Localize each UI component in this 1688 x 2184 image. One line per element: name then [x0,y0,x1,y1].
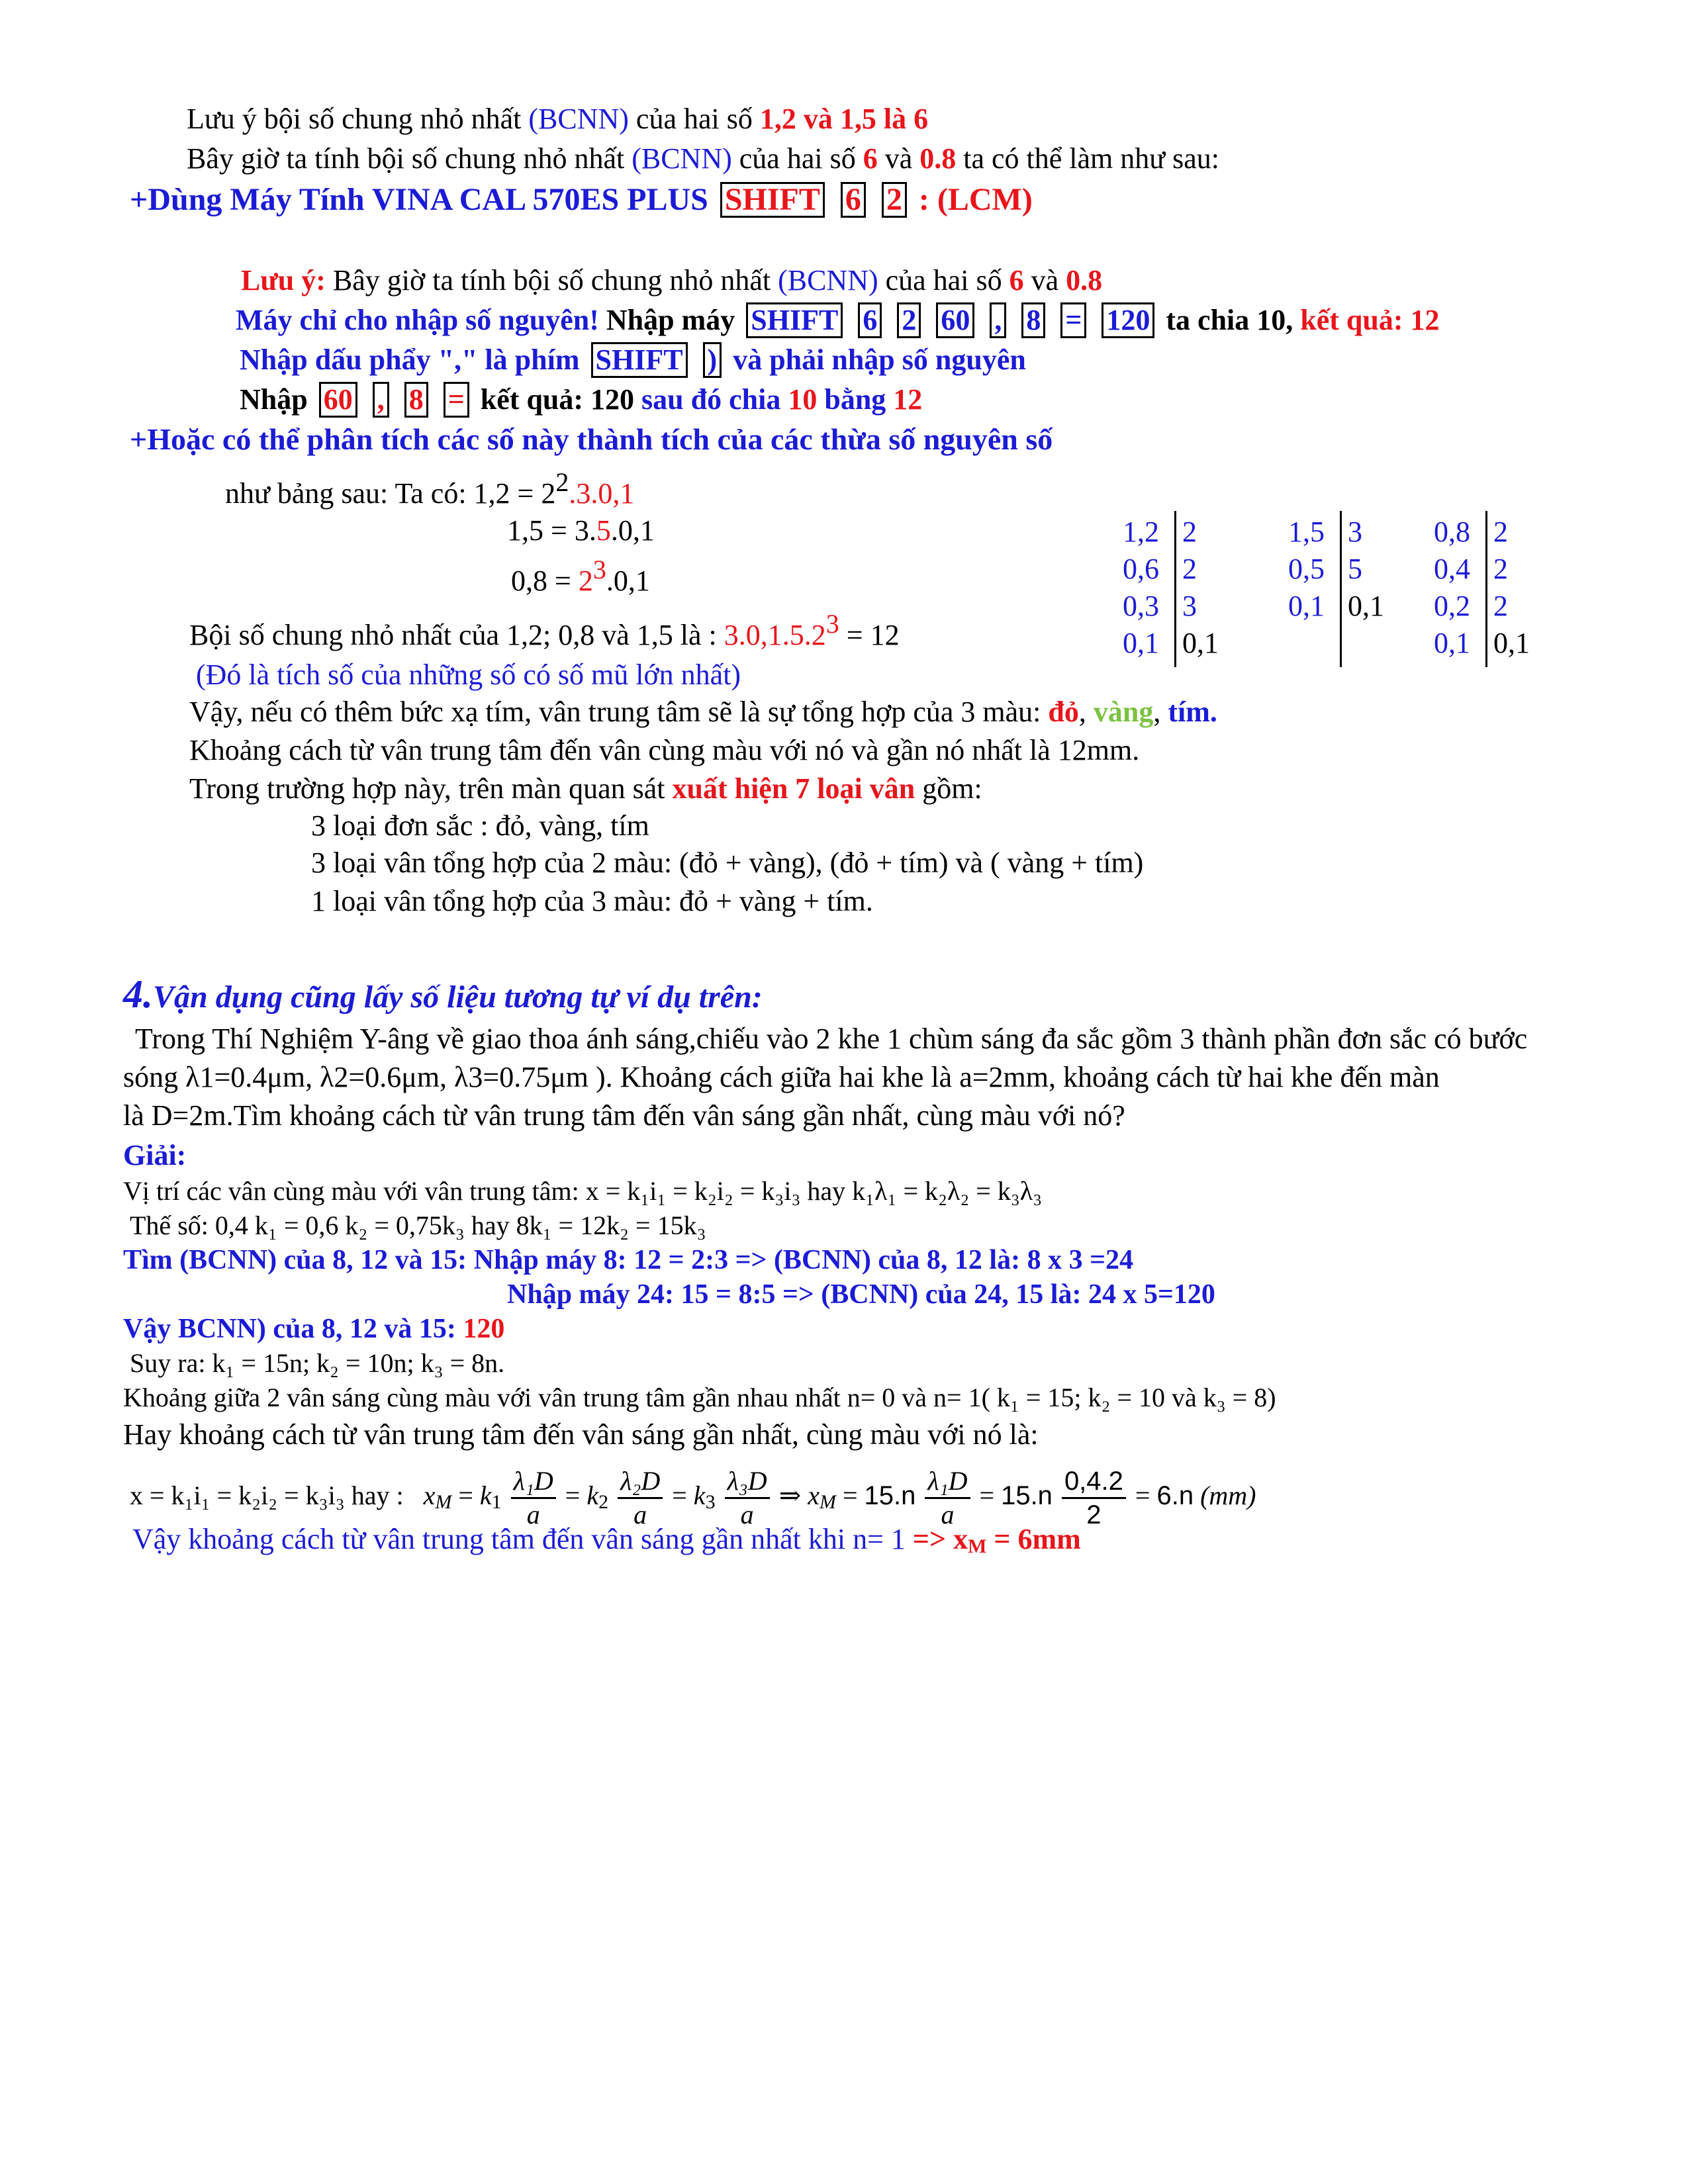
text: = [458,1480,473,1510]
solution-label: Giải: [123,1139,187,1171]
text: Lưu ý bội số chung nhỏ nhất [187,103,522,135]
text: ta có thể làm như sau: [963,142,1219,175]
text: 120 [463,1314,505,1344]
text: 2 [578,565,593,597]
text: x [808,1480,820,1510]
text: (BCNN) [632,142,732,175]
key-shift: SHIFT [720,182,825,218]
text: vàng [1093,696,1154,728]
key-6: 6 [841,182,866,218]
text: = [565,1480,581,1510]
lcm-line [189,609,900,655]
key-60: 60 [319,382,357,418]
note-line-6 [240,341,1026,379]
subscript: M [819,1491,836,1513]
solution-line-6: Suy ra: k₁ = 15n; k₂ = 10n; k₃ = 8n. [130,1348,505,1378]
table-right-col [1182,514,1219,662]
text: 6.n [1156,1481,1194,1510]
text: gồm: [922,772,982,805]
section-title: Vận dụng cũng lấy số liệu tương tự ví dụ trên: [153,979,763,1015]
lcm-note: (Đó là tích số của những số có số mũ lớn nhất) [196,659,741,691]
text: 1,5 = 3. [507,514,596,547]
key-equals: = [1060,302,1086,338]
key-shift: SHIFT [746,302,843,338]
text: : (LCM) [918,182,1033,217]
factor-line-1 [225,467,635,513]
cell: 0,1 [1348,590,1384,622]
denominator: a [740,1500,754,1530]
section-4-heading [123,972,763,1016]
text: 3.0,1.5.2 [724,619,826,651]
note-line-5 [236,302,1440,339]
cell: 1,5 [1288,516,1325,548]
summary-line-1: Vậy, nếu có thêm bức xạ tím, vân trung tâm sẽ là sự tổng hợp của 3 màu: đỏ, vàng, tím. [189,696,1217,728]
text: 15.n [1001,1481,1053,1510]
solution-line-8: Hay khoảng cách từ vân trung tâm đến vân sáng gần nhất, cùng màu với nó là: [123,1418,1039,1451]
text: như bảng sau: Ta có: 1,2 = 2 [225,477,556,510]
text: = 12 [846,619,900,651]
key-8: 8 [404,382,428,418]
note-line-8: +Hoặc có thể phân tích các số này thành tích của các thừa số nguyên số [130,422,1053,456]
key-2: 2 [882,182,907,218]
cell: 0,6 [1123,553,1159,585]
text: x = k₁i₁ = k₂i₂ = k₃i₃ hay : [130,1480,404,1510]
note-line-1 [187,101,928,138]
key-equals: = [444,382,469,418]
text: và phải nhập số nguyên [733,343,1026,376]
text: xuất hiện 7 loại vân [672,772,915,805]
text: 12 [893,383,923,416]
text: 15.n [864,1481,916,1510]
table-left-col [1434,514,1470,662]
text: và [1031,264,1059,296]
calculator-line [130,181,1033,218]
cell: 5 [1348,553,1362,585]
summary-line-5: 3 loại vân tổng hợp của 2 màu: (đỏ + vàng), (đỏ + tím) và ( vàng + tím) [311,846,1144,879]
cell: 2 [1182,516,1197,548]
cell: 0,1 [1493,627,1530,659]
key-2: 2 [897,302,921,338]
text: = [979,1480,995,1510]
solution-line-4: Nhập máy 24: 15 = 8:5 => (BCNN) của 24, 15 là: 24 x 5=120 [507,1279,1215,1310]
cell: 3 [1348,516,1362,548]
text: .0,1 [610,514,655,547]
text: (BCNN) [528,103,629,135]
key-comma: , [990,302,1006,338]
cell: 0,1 [1182,627,1219,659]
text: Trong trường hợp này, trên màn quan sát [189,772,665,805]
key-shift: SHIFT [591,342,688,378]
text: Vậy khoảng cách từ vân trung tâm đến vân sáng gần nhất khi n= 1 [132,1523,906,1555]
exponent: 3 [592,555,606,584]
problem-line-1: Trong Thí Nghiệm Y-âng về giao thoa ánh sáng,chiếu vào 2 khe 1 chùm sáng đa sắc gồm 3 thành phần đơn sắc có bước [135,1023,1528,1055]
cell: 2 [1493,553,1508,585]
subscript: M [968,1535,987,1557]
table-right-col [1493,514,1530,662]
solution-line-1: Vị trí các vân cùng màu với vân trung tâm: x = k₁i₁ = k₂i₂ = k₃i₃ hay k₁λ₁ = k₂λ₂ = k₃λ₃ [123,1176,1043,1206]
cell: 0,4 [1434,553,1470,585]
exponent: 3 [825,609,839,639]
table-left-col [1123,514,1159,662]
numerator: 0,4.2 [1062,1465,1126,1499]
text: Nhập [240,383,308,416]
cell: 0,2 [1434,590,1470,622]
text: ta chia 10, [1166,304,1293,336]
text: (mm) [1200,1480,1256,1510]
text: 5 [596,514,611,547]
text: k [479,1480,492,1510]
conclusion-line [132,1521,1081,1561]
summary-line-3 [189,770,982,807]
text: = [672,1480,687,1510]
cell: 0,5 [1288,553,1325,585]
numerator: λ₁D [925,1465,970,1499]
text: Lưu ý: [241,264,326,296]
key-60: 60 [936,302,974,338]
text: 1,2 và 1,5 là 6 [759,103,929,135]
note-line-2 [187,140,1219,177]
factor-line-3 [511,555,650,600]
text: .3.0,1 [569,477,635,510]
text: .0,1 [606,565,650,597]
text: Nhập dấu phẩy "," là phím [240,343,580,376]
text: 10 [788,383,818,416]
cell: 0,3 [1123,590,1159,622]
text: Vậy, nếu có thêm bức xạ tím, vân trung tâm sẽ là sự tổng hợp của 3 màu: [189,696,1041,728]
table-divider [1174,511,1176,667]
text: bằng [824,383,886,416]
text: => x [912,1523,968,1555]
factor-line-2 [507,512,655,549]
cell: 0,1 [1123,627,1159,659]
text: +Dùng Máy Tính VINA CAL 570ES PLUS [130,182,708,217]
table-divider [1485,511,1487,667]
note-line-4 [241,262,1102,299]
cell: 1,2 [1123,516,1159,548]
numerator: λ₃D [725,1465,770,1499]
text: Bây giờ ta tính bội số chung nhỏ nhất [332,264,771,296]
denominator: a [526,1500,540,1530]
exponent: 2 [555,467,569,497]
formula-line: x = k₁i₁ = k₂i₂ = k₃i₃ hay : xM = k1 $\frac{\text{λ₁D}}{a}$ = k2 $\frac{\text{λ₂D}}{a}$ = k3 $\frac{\text{λ₃D}}{a}$ ⇒ xM = 15.n $\frac{\text{λ₁D}}{a}$ = 15.n $\frac{0,4.2}{2}$ = 6.n (mm) [130,1466,1256,1530]
text: đỏ [1048,696,1079,728]
text: Máy chỉ cho nhập số nguyên! [236,304,599,336]
text: Bội số chung nhỏ nhất của 1,2; 0,8 và 1,5 là : [189,619,717,651]
text: 0.8 [1066,264,1103,296]
summary-line-4: 3 loại đơn sắc : đỏ, vàng, tím [311,809,649,842]
text: kết quả: 12 [1300,304,1440,336]
text: Bây giờ ta tính bội số chung nhỏ nhất [187,142,625,175]
text: của hai số [885,264,1002,296]
problem-line-3: là D=2m.Tìm khoảng cách từ vân trung tâm đến vân sáng gần nhất, cùng màu với nó? [123,1099,1125,1132]
text: tím. [1168,696,1217,728]
cell: 0,1 [1434,627,1470,659]
key-120: 120 [1102,302,1154,338]
arrow-icon: ⇒ [778,1480,802,1510]
solution-line-3: Tìm (BCNN) của 8, 12 và 15: Nhập máy 8: 12 = 2:3 => (BCNN) của 8, 12 là: 8 x 3 =24 [123,1245,1134,1275]
text: 6 [863,142,878,175]
text: Vậy BCNN) của 8, 12 và 15: [123,1314,456,1344]
numerator: λ₂D [618,1465,663,1499]
numerator: λ₁D [511,1465,556,1499]
summary-line-2: Khoảng cách từ vân trung tâm đến vân cùng màu với nó và gần nó nhất là 12mm. [189,734,1140,766]
cell: 0,8 [1434,516,1470,548]
text: = 6mm [994,1523,1081,1555]
text: x [423,1480,436,1510]
text: sau đó chia [641,383,781,416]
text: của hai số [635,103,753,135]
solution-line-7: Khoảng giữa 2 vân sáng cùng màu với vân trung tâm gần nhau nhất n= 0 và n= 1( k₁ = 15; k₂ = 10 và k₃ = 8) [123,1383,1276,1412]
text: và [884,142,913,175]
key-paren: ) [703,342,722,378]
text: (BCNN) [778,264,878,296]
denominator: a [941,1500,955,1530]
text: Nhập máy [606,304,735,336]
text: 0,8 = [511,565,571,597]
text: = [1135,1480,1150,1510]
solution-line-2: Thế số: 0,4 k₁ = 0,6 k₂ = 0,75k₃ hay 8k₁ = 12k₂ = 15k₃ [130,1210,706,1240]
denominator: 2 [1086,1500,1102,1530]
problem-line-2: sóng λ1=0.4μm, λ2=0.6μm, λ3=0.75μm ). Khoảng cách giữa hai khe là a=2mm, khoảng cách từ hai khe đến màn [123,1061,1440,1093]
cell: 0,1 [1288,590,1325,622]
key-8: 8 [1021,302,1045,338]
subscript: M [435,1491,452,1513]
cell: 2 [1493,516,1508,548]
cell: 3 [1182,590,1197,622]
text: k [693,1480,706,1510]
table-right-col [1348,514,1384,625]
table-divider [1340,511,1342,667]
cell: 2 [1182,553,1197,585]
text: k [586,1480,599,1510]
key-comma: , [373,382,389,418]
summary-line-6: 1 loại vân tổng hợp của 3 màu: đỏ + vàng + tím. [311,885,873,917]
section-number: 4. [123,972,153,1016]
text: của hai số [739,142,856,175]
table-left-col [1288,514,1325,625]
key-6: 6 [858,302,882,338]
text: kết quả: 120 [480,383,635,416]
formula-x [423,1480,452,1513]
text: 0.8 [919,142,957,175]
text: = [842,1480,858,1510]
cell: 2 [1493,590,1508,622]
note-line-7 [240,381,922,418]
text: 6 [1009,264,1024,296]
solution-line-5 [123,1310,504,1347]
denominator: a [633,1500,647,1530]
